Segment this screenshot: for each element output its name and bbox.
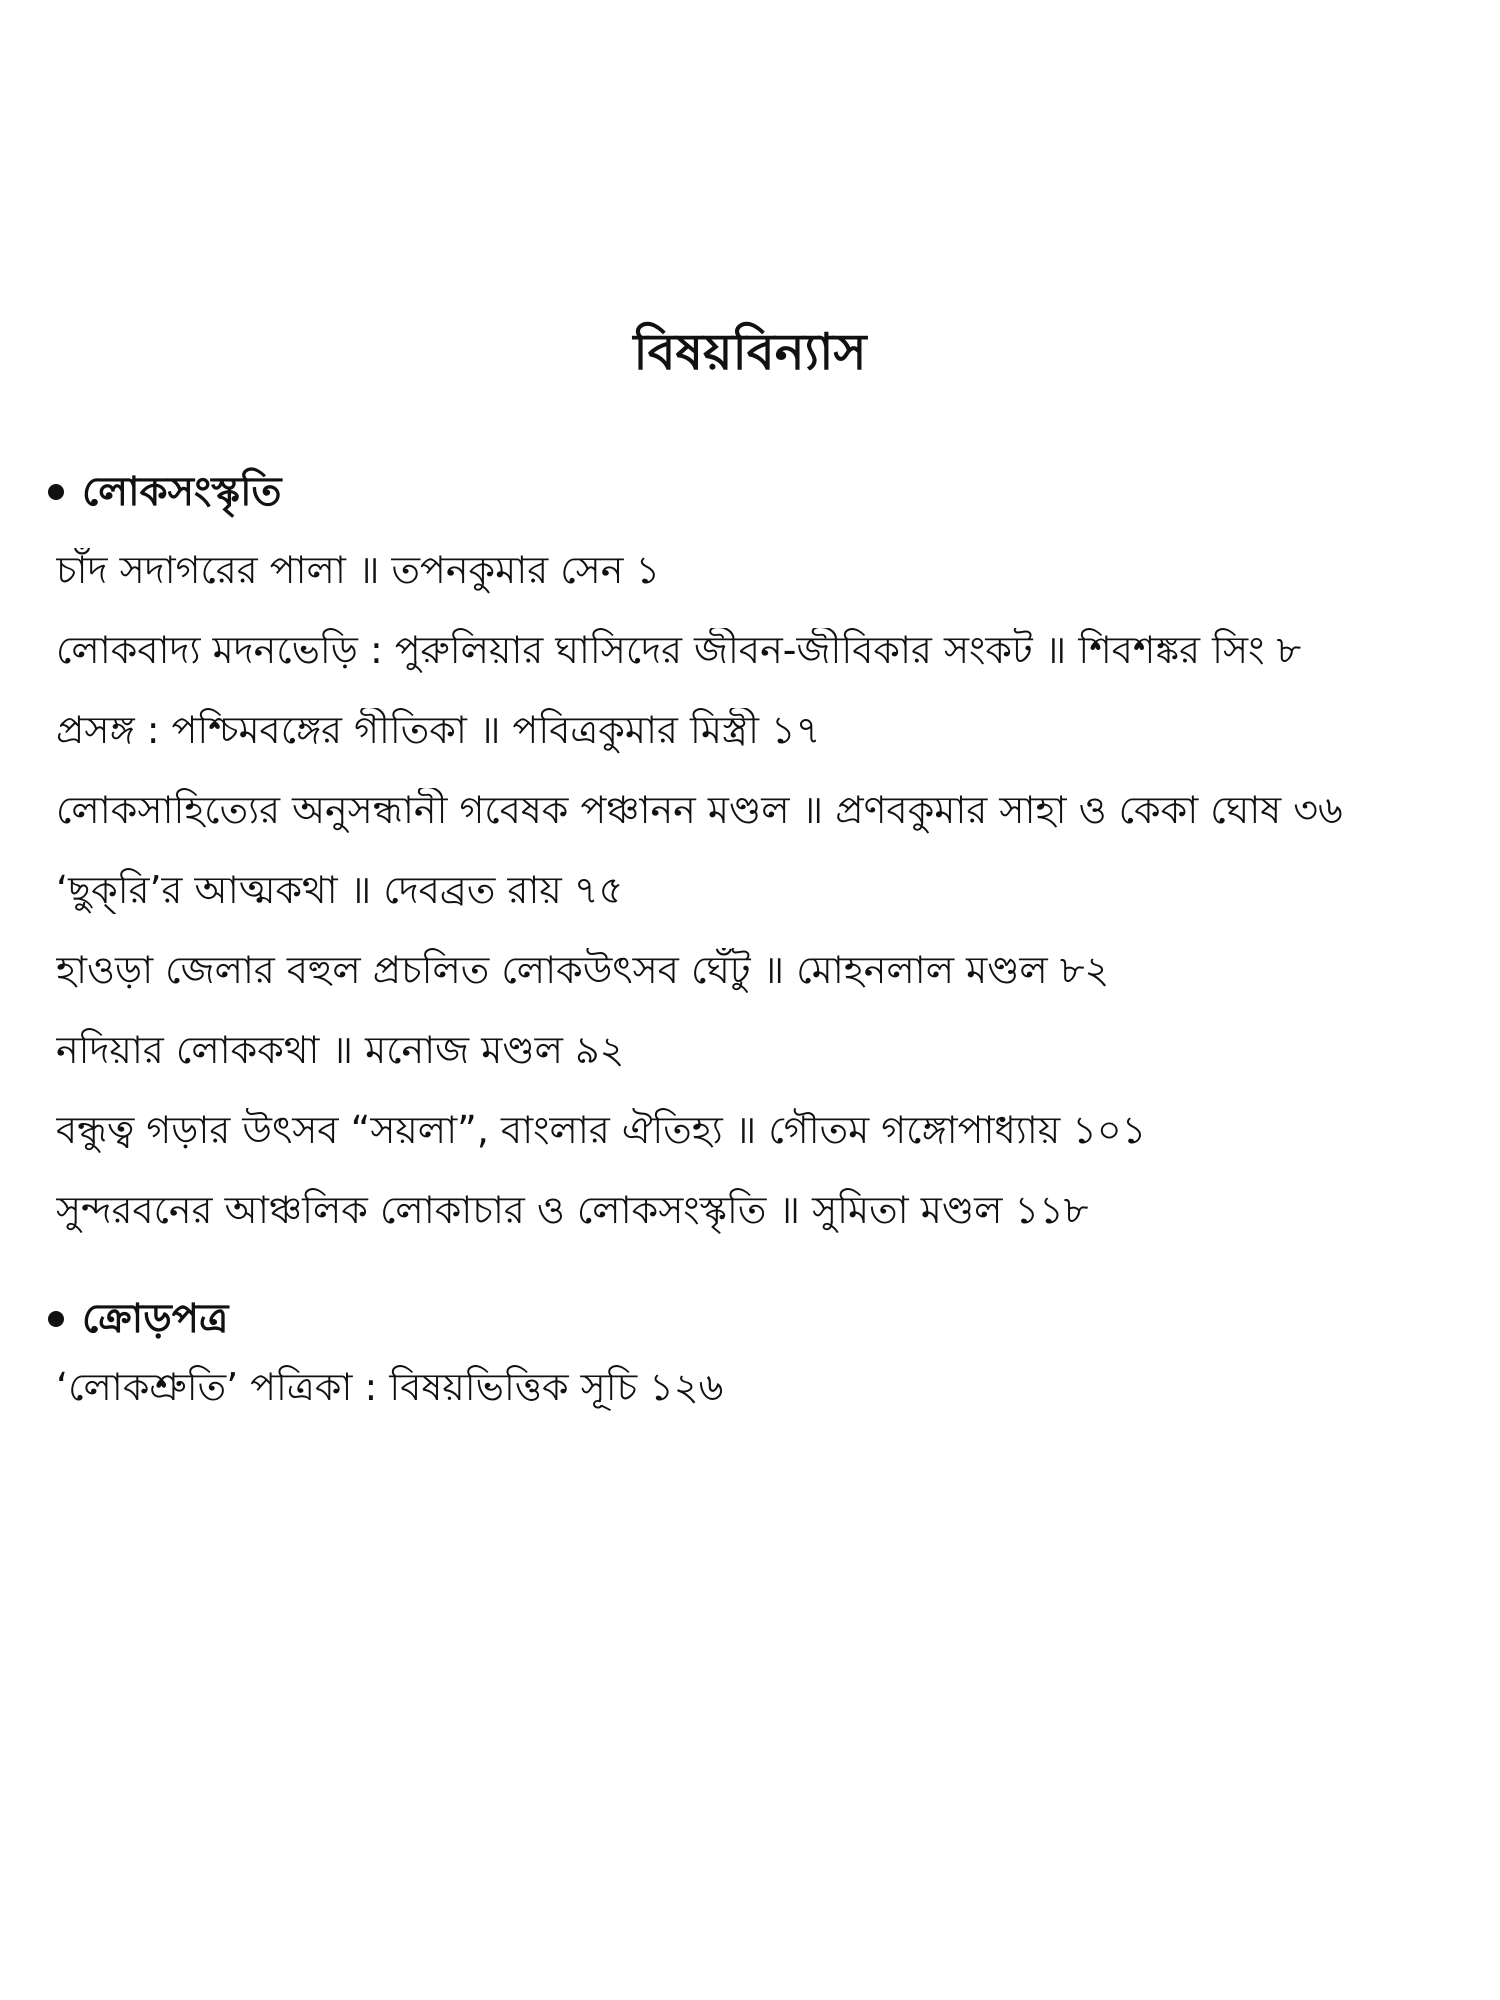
bullet-icon — [48, 1311, 64, 1327]
toc-entry: লোকসাহিত্যের অনুসন্ধানী গবেষক পঞ্চানন মণ্ডল ॥ প্রণবকুমার সাহা ও কেকা ঘোষ ৩৬ — [56, 788, 1343, 832]
page-title: বিষয়বিন্যাস — [633, 323, 867, 381]
toc-entry: প্রসঙ্গ : পশ্চিমবঙ্গের গীতিকা ॥ পবিত্রকুমার মিস্ত্রী ১৭ — [56, 708, 821, 752]
toc-entry: সুন্দরবনের আঞ্চলিক লোকাচার ও লোকসংস্কৃতি ॥ সুমিতা মণ্ডল ১১৮ — [56, 1188, 1089, 1232]
toc-entry: লোকবাদ্য মদনভেড়ি : পুরুলিয়ার ঘাসিদের জীবন-জীবিকার সংকট ॥ শিবশঙ্কর সিং ৮ — [56, 628, 1302, 672]
toc-entry: নদিয়ার লোককথা ॥ মনোজ মণ্ডল ৯২ — [56, 1028, 625, 1072]
section-heading-krorpatra — [48, 1295, 228, 1343]
section-heading-label: ক্রোড়পত্র — [82, 1296, 229, 1342]
toc-entry: চাঁদ সদাগরের পালা ॥ তপনকুমার সেন ১ — [56, 548, 661, 592]
toc-entry: বন্ধুত্ব গড়ার উৎসব “সয়লা”, বাংলার ঐতিহ্য ॥ গৌতম গঙ্গোপাধ্যায় ১০১ — [56, 1108, 1147, 1152]
bullet-icon — [48, 484, 64, 500]
toc-entry: ‘ছুক্‌রি’র আত্মকথা ॥ দেবব্রত রায় ৭৫ — [56, 868, 624, 912]
section-heading-loksanskriti — [48, 468, 282, 516]
toc-entry: হাওড়া জেলার বহুল প্রচলিত লোকউৎসব ঘেঁটু ॥ মোহনলাল মণ্ডল ৮২ — [56, 948, 1110, 992]
section-heading-label: লোকসংস্কৃতি — [82, 469, 282, 515]
toc-entry: ‘লোকশ্রুতি’ পত্রিকা : বিষয়ভিত্তিক সূচি ১২৬ — [56, 1365, 724, 1409]
